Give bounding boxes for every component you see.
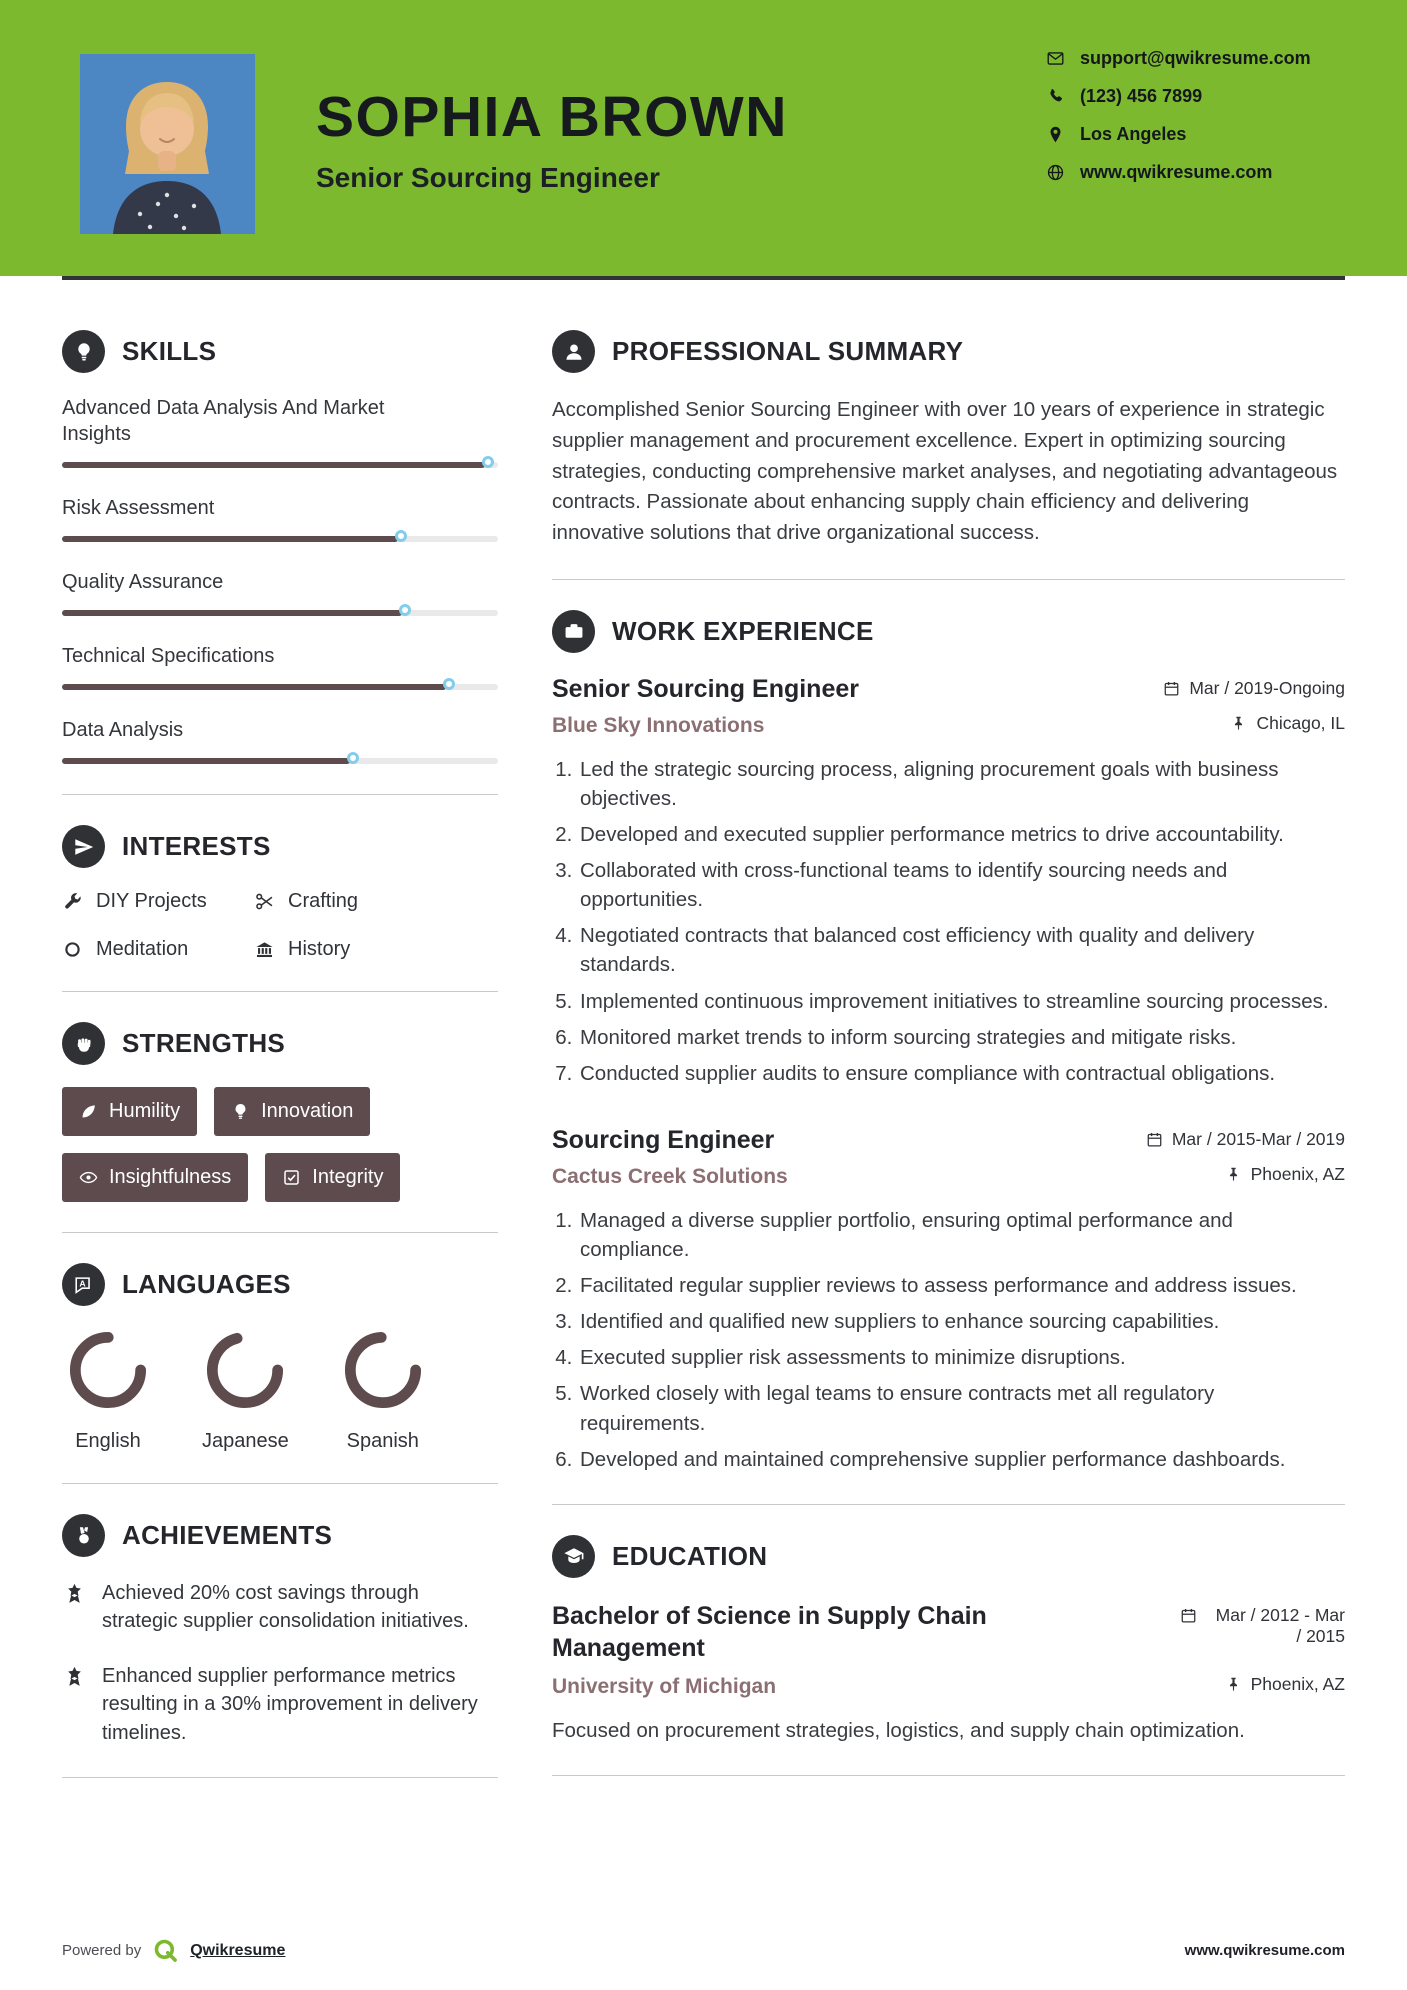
job-bullet: 4. Negotiated contracts that balanced cost efficiency with quality and delivery standards. [578,921,1345,979]
right-column [552,326,1345,1808]
job-bullet: 5. Worked closely with legal teams to ensure contracts met all regulatory requirements. [578,1379,1345,1437]
education-dates [1180,1605,1345,1647]
education-dates-text: Mar / 2012 - Mar / 2015 [1215,1604,1345,1646]
job-dates-text: Mar / 2019-Ongoing [1189,677,1345,698]
scissors-icon [254,891,275,912]
strength-label: Integrity [312,1166,384,1188]
eye-icon [79,1168,98,1187]
languages-heading: LANGUAGES [122,1269,291,1299]
section-divider [62,1777,498,1778]
strength-label: Insightfulness [109,1166,232,1188]
contact-phone [1046,86,1311,107]
education-entry [552,1600,1345,1746]
language-item [66,1328,150,1453]
language-item [202,1328,289,1453]
summary-header [552,330,1345,373]
contact-location-text: Los Angeles [1080,124,1187,144]
bulb-icon [231,1102,250,1121]
qwikresume-logo-icon [152,1937,179,1964]
skills-section [62,330,498,764]
job-bullet: 2. Developed and executed supplier performance metrics to drive accountability. [578,820,1345,849]
education-section [552,1535,1345,1746]
interest-label: Meditation [96,938,189,960]
contact-location [1046,124,1311,145]
strength-chip [265,1153,400,1202]
translate-icon [62,1263,105,1306]
powered-by-label: Powered by [62,1942,142,1959]
candidate-name: SOPHIA BROWN [316,85,788,149]
left-column [62,326,498,1808]
leaf-icon [79,1102,98,1121]
section-divider [552,579,1345,580]
skill-knob [399,604,411,616]
languages-header [62,1263,498,1306]
job-bullet: 5. Implemented continuous improvement initiatives to streamline sourcing processes. [578,987,1345,1016]
experience-heading: WORK EXPERIENCE [612,615,874,646]
job-bullet: 4. Executed supplier risk assessments to minimize disruptions. [578,1343,1345,1372]
skill-label: Risk Assessment [62,497,215,519]
skill-bar [62,462,498,468]
interests-header [62,825,498,868]
experience-section [552,610,1345,1474]
interests-section [62,825,498,961]
education-header [552,1535,1345,1578]
languages-section [62,1263,498,1453]
skill-knob [443,678,455,690]
skill-label: Advanced Data Analysis And Market Insights [62,397,385,445]
checkbox-icon [282,1168,301,1187]
summary-heading: PROFESSIONAL SUMMARY [612,336,964,366]
school-name: University of Michigan [552,1674,777,1698]
skill-item [62,717,498,764]
fist-icon [62,1022,105,1065]
strength-label: Innovation [261,1100,354,1122]
section-divider [552,1775,1345,1776]
job-dates-text: Mar / 2015-Mar / 2019 [1171,1128,1345,1149]
job-bullet: 7. Conducted supplier audits to ensure compliance with contractual obligations. [578,1059,1345,1088]
company-name: Cactus Creek Solutions [552,1164,788,1188]
interest-item [254,938,498,961]
job-entry [552,675,1345,1088]
briefcase-icon [552,610,595,653]
header [0,0,1407,276]
skill-label: Data Analysis [62,719,184,741]
job-sub-row [552,1164,1345,1189]
skill-bar [62,684,498,690]
ribbon-star-icon [62,1664,87,1689]
achievement-item [62,1662,498,1747]
job-entry [552,1126,1345,1474]
medal-icon [62,1514,105,1557]
education-location-text: Phoenix, AZ [1250,1673,1345,1694]
skill-item [62,495,498,542]
phone-icon [1046,87,1065,106]
section-divider [62,1232,498,1233]
location-pin-icon [1046,125,1065,144]
summary-section [552,330,1345,549]
skill-item [62,643,498,690]
section-divider [62,794,498,795]
job-bullet: 6. Monitored market trends to inform sourcing strategies and mitigate risks. [578,1023,1345,1052]
education-heading: EDUCATION [612,1540,768,1571]
strengths-section [62,1022,498,1202]
strength-chip [62,1087,197,1136]
job-bullet: 1. Led the strategic sourcing process, aligning procurement goals with business objectives. [578,755,1345,813]
section-divider [62,1483,498,1484]
education-location [1225,1674,1345,1695]
calendar-icon [1180,1607,1197,1624]
achievement-text: Enhanced supplier performance metrics resulting in a 30% improvement in delivery timelines. [102,1664,478,1744]
skills-header [62,330,498,373]
skill-knob [482,456,494,468]
wrench-icon [62,891,83,912]
interest-label: History [288,938,351,960]
job-location-text: Phoenix, AZ [1250,1163,1345,1184]
envelope-icon [1046,49,1065,68]
summary-text: Accomplished Senior Sourcing Engineer with over 10 years of experience in strategic supplier management and procurement excellence. Expert in optimizing sourcing strategies, conducting comprehensive market analyses, and negotiating advantageous contracts. Passionate about enhancing supply chain efficiency and delivering innovative solutions that drive organizational success. [552,398,1338,544]
resume-body [0,280,1407,1808]
footer [62,1937,1345,1964]
contact-website-text: www.qwikresume.com [1080,162,1273,182]
candidate-title: Senior Sourcing Engineer [316,162,660,193]
interests-heading: INTERESTS [122,831,271,861]
profile-photo-image [80,54,255,234]
job-location [1230,713,1345,734]
identity-block [316,84,788,194]
education-title-row [552,1600,1345,1665]
pushpin-icon [1230,715,1247,732]
job-title-row [552,1126,1345,1155]
language-label: Japanese [202,1430,289,1452]
job-bullet: 2. Facilitated regular supplier reviews to assess performance and address issues. [578,1271,1345,1300]
contact-email-text: support@qwikresume.com [1080,48,1311,68]
interest-label: Crafting [288,890,359,912]
skill-bar [62,758,498,764]
qwikresume-link[interactable]: Qwikresume [190,1941,286,1959]
job-title: Senior Sourcing Engineer [552,674,859,703]
job-location-text: Chicago, IL [1256,712,1345,733]
language-gauge [66,1328,150,1412]
achievements-section [62,1514,498,1747]
skill-knob [347,752,359,764]
job-bullet: 6. Developed and maintained comprehensive supplier performance dashboards. [578,1445,1345,1474]
achievement-text: Achieved 20% cost savings through strategic supplier consolidation initiatives. [102,1582,469,1633]
pushpin-icon [1225,1166,1242,1183]
job-sub-row [552,713,1345,738]
contact-email[interactable] [1046,48,1311,69]
interest-item [62,938,254,961]
degree-name: Bachelor of Science in Supply Chain Management [552,1601,987,1663]
profile-photo [80,54,255,234]
strengths-header [62,1022,498,1065]
interests-grid [62,890,498,961]
skill-knob [395,530,407,542]
section-divider [62,991,498,992]
skill-label: Quality Assurance [62,571,224,593]
ribbon-star-icon [62,1581,87,1606]
skill-item [62,569,498,616]
achievements-heading: ACHIEVEMENTS [122,1520,333,1550]
job-dates [1163,678,1345,699]
museum-icon [254,939,275,960]
job-bullet: 1. Managed a diverse supplier portfolio, ensuring optimal performance and compliance. [578,1206,1345,1264]
powered-by-block [62,1937,285,1964]
skill-label: Technical Specifications [62,645,275,667]
calendar-icon [1146,1131,1163,1148]
language-gauge [341,1328,425,1412]
job-location [1225,1164,1345,1185]
person-icon [552,330,595,373]
job-title-row [552,675,1345,704]
strength-label: Humility [109,1100,181,1122]
send-icon [62,825,105,868]
interest-item [62,890,254,913]
education-sub-row [552,1674,1345,1699]
contact-phone-text: (123) 456 7899 [1080,86,1203,106]
strength-chip [214,1087,370,1136]
language-item [341,1328,425,1453]
achievements-header [62,1514,498,1557]
bulb-icon [62,330,105,373]
language-label: Spanish [346,1430,419,1452]
contact-block [1046,48,1311,183]
job-dates [1146,1129,1345,1150]
interest-label: DIY Projects [96,890,207,912]
job-bullets [552,755,1345,1088]
pushpin-icon [1225,1676,1242,1693]
experience-header [552,610,1345,653]
calendar-icon [1163,680,1180,697]
company-name: Blue Sky Innovations [552,713,765,737]
ring-icon [62,939,83,960]
languages-list [62,1328,498,1453]
contact-website[interactable] [1046,162,1311,183]
skills-heading: SKILLS [122,336,217,366]
globe-icon [1046,163,1065,182]
language-label: English [75,1430,141,1452]
job-bullet: 3. Identified and qualified new suppliers to enhance sourcing capabilities. [578,1307,1345,1336]
skill-bar [62,536,498,542]
achievement-item [62,1579,498,1636]
job-bullets [552,1206,1345,1474]
section-divider [552,1504,1345,1505]
footer-website: www.qwikresume.com [1184,1942,1345,1959]
job-title: Sourcing Engineer [552,1125,775,1154]
skill-item [62,395,498,468]
strength-chip [62,1153,248,1202]
strengths-chips [62,1087,498,1202]
interest-item [254,890,498,913]
skill-bar [62,610,498,616]
job-bullet: 3. Collaborated with cross-functional teams to identify sourcing needs and opportunities. [578,856,1345,914]
strengths-heading: STRENGTHS [122,1028,286,1058]
education-description: Focused on procurement strategies, logistics, and supply chain optimization. [552,1718,1245,1742]
graduation-cap-icon [552,1535,595,1578]
language-gauge [203,1328,287,1412]
